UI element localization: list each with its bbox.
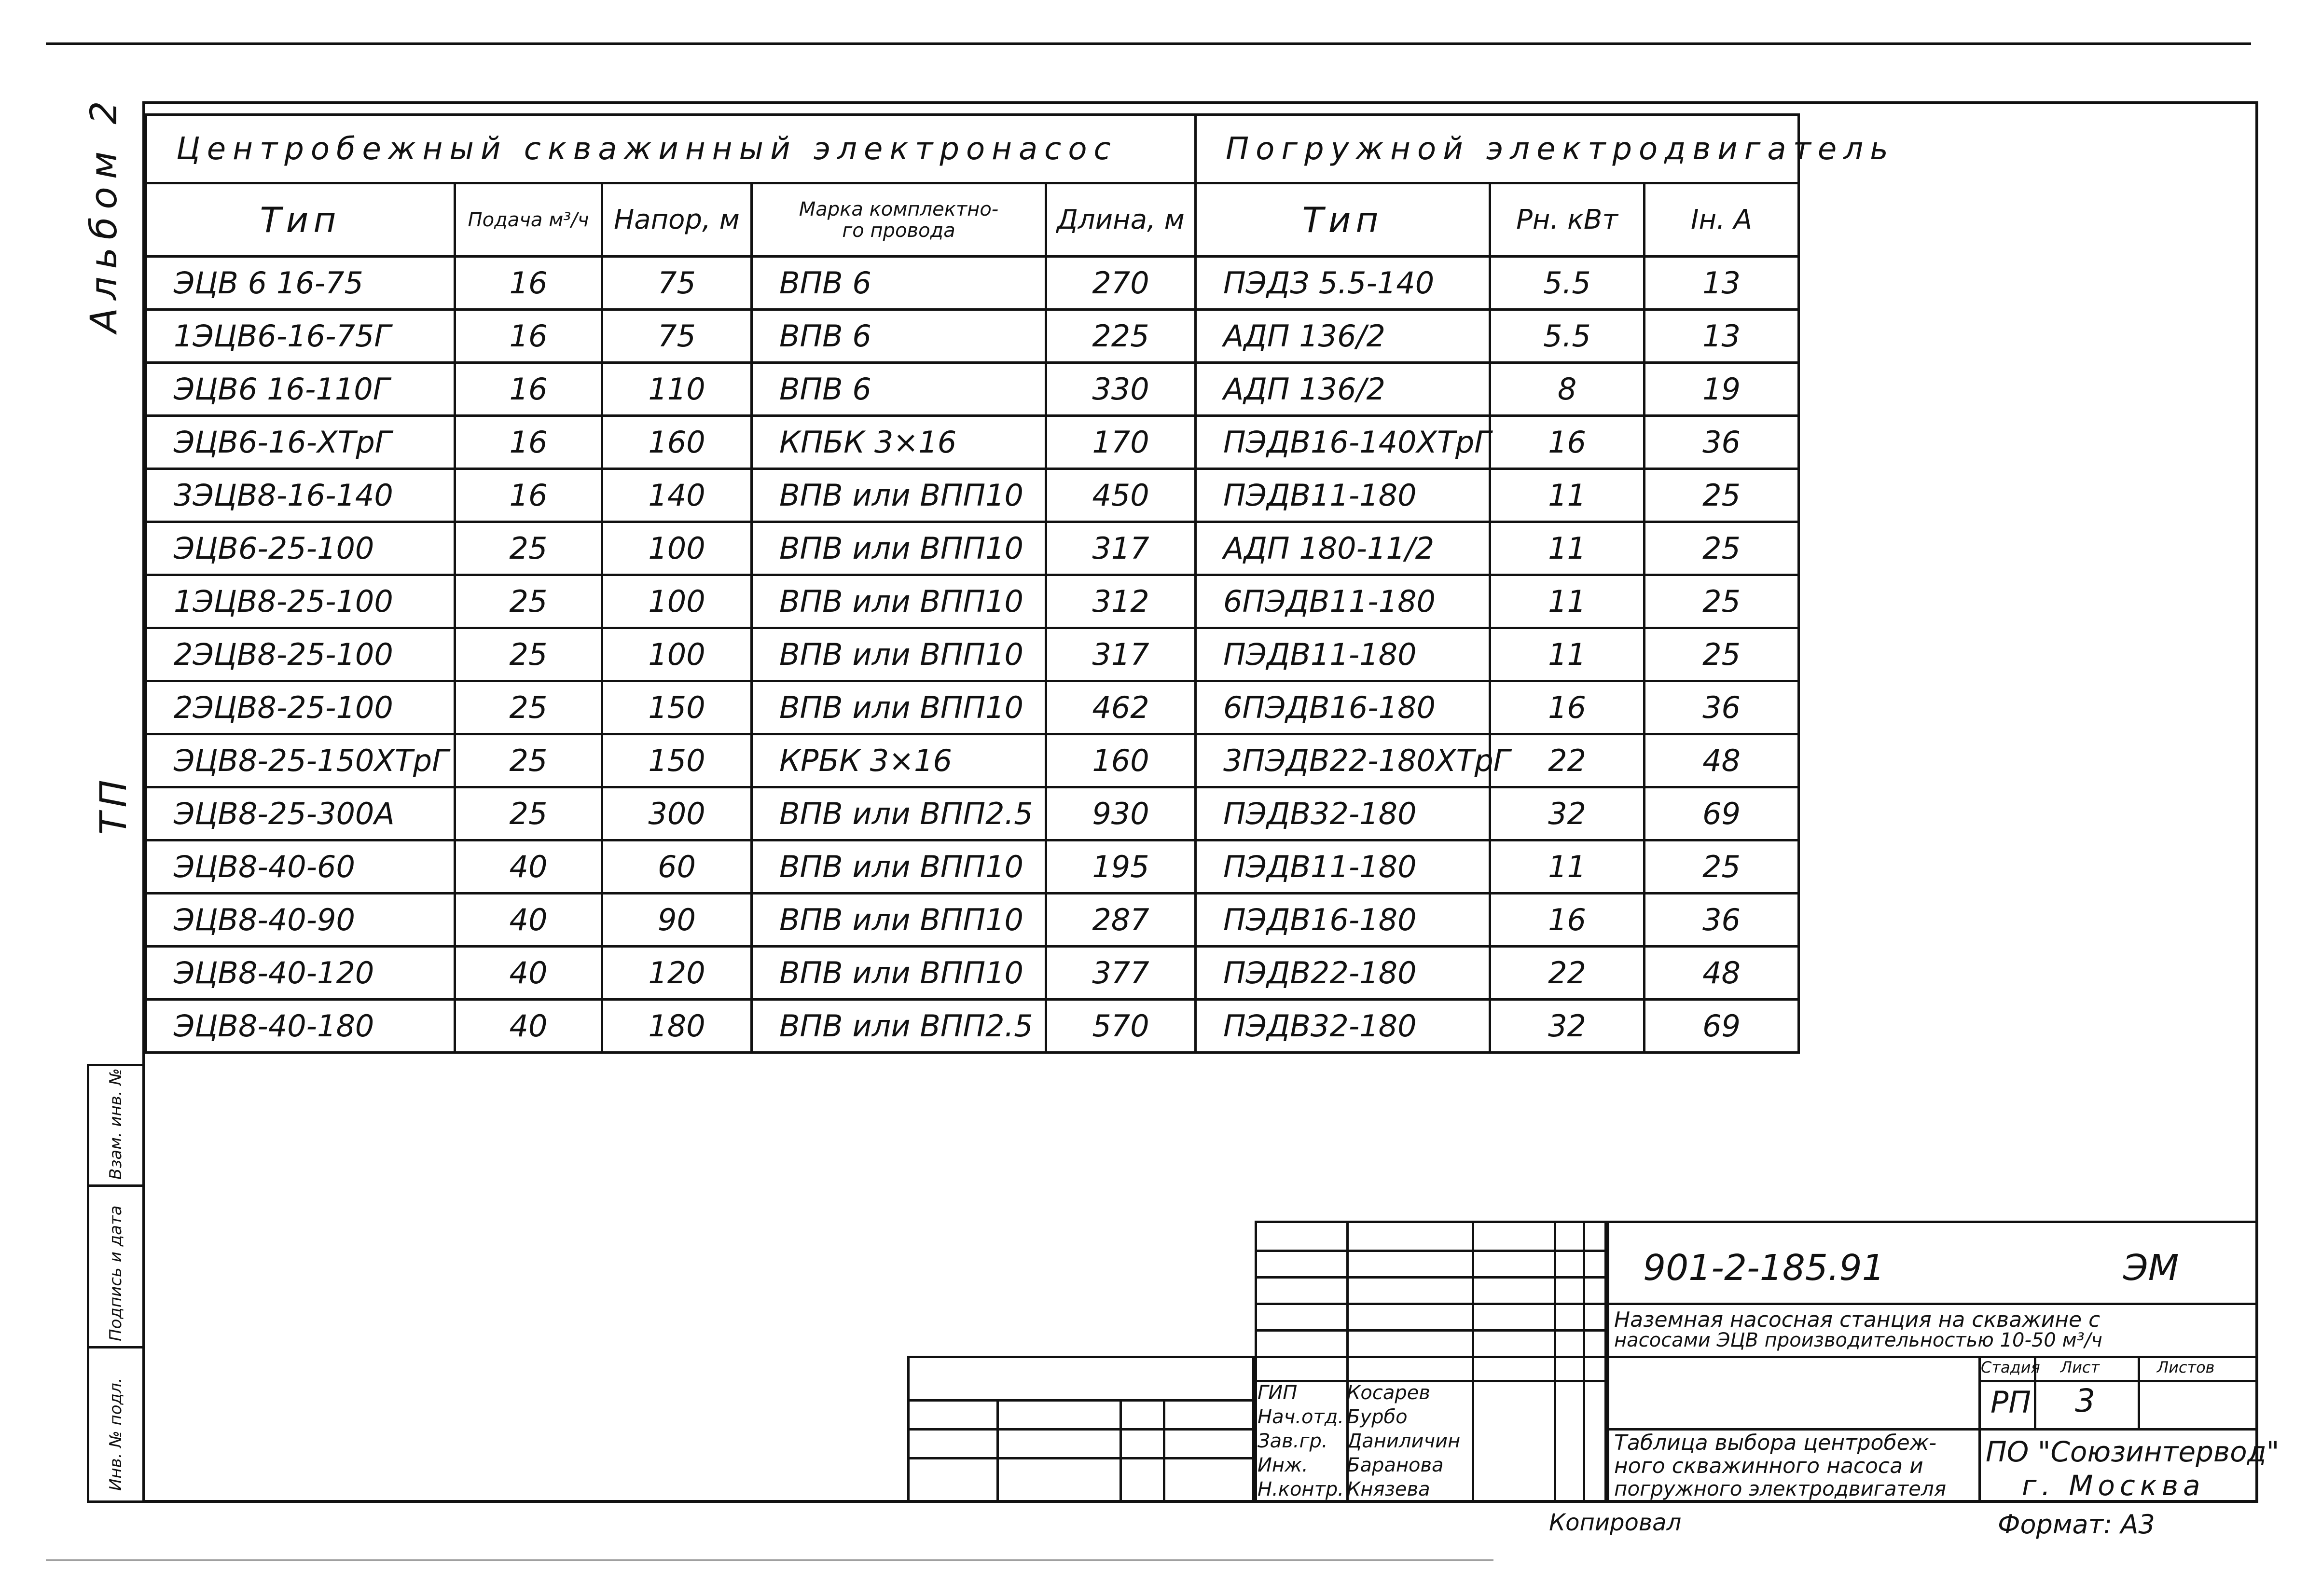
cell-power: 11: [1490, 575, 1645, 628]
table-row: [146, 522, 1799, 575]
signature-name: Бурбо: [1347, 1406, 1408, 1428]
cell-pump-type: ЭЦВ8-40-90: [146, 894, 455, 947]
cell-current: 25: [1645, 469, 1799, 522]
cell-head: 150: [602, 734, 752, 787]
cell-current: 36: [1645, 894, 1799, 947]
cell-cable: ВПВ или ВПП10: [752, 894, 1046, 947]
organization-city: г. Москва: [2022, 1469, 2205, 1502]
cell-motor-type: 6ПЭДВ16-180: [1196, 681, 1490, 734]
cell-length: 317: [1046, 522, 1196, 575]
cell-pump-type: 3ЭЦВ8-16-140: [146, 469, 455, 522]
cell-cable: КРБК 3×16: [752, 734, 1046, 787]
signature-table: [1257, 1381, 1604, 1501]
table-row: [146, 469, 1799, 522]
cell-cable: ВПВ или ВПП10: [752, 575, 1046, 628]
table-row: [146, 894, 1799, 947]
cell-flow: 25: [455, 575, 602, 628]
cell-length: 570: [1046, 1000, 1196, 1053]
cell-flow: 25: [455, 787, 602, 840]
cell-pump-type: ЭЦВ6-16-ХТрГ: [146, 416, 455, 469]
cell-pump-type: ЭЦВ8-40-180: [146, 1000, 455, 1053]
signature-row: [1257, 1405, 1604, 1429]
project-name-line2: насосами ЭЦВ производительностью 10-50 м³/ч: [1614, 1329, 2102, 1351]
cell-current: 36: [1645, 416, 1799, 469]
cell-length: 450: [1046, 469, 1196, 522]
cell-power: 11: [1490, 469, 1645, 522]
signature-name: Баранова: [1347, 1454, 1444, 1476]
cell-pump-type: ЭЦВ8-25-150ХТрГ: [146, 734, 455, 787]
cell-power: 22: [1490, 734, 1645, 787]
cell-head: 100: [602, 522, 752, 575]
cell-pump-type: 1ЭЦВ6-16-75Г: [146, 310, 455, 363]
cell-flow: 40: [455, 894, 602, 947]
cell-pump-type: 2ЭЦВ8-25-100: [146, 628, 455, 681]
cell-current: 25: [1645, 840, 1799, 894]
signature-name: Косарев: [1347, 1382, 1430, 1404]
cell-cable: ВПВ или ВПП10: [752, 469, 1046, 522]
cell-head: 75: [602, 257, 752, 310]
cell-pump-type: ЭЦВ 6 16-75: [146, 257, 455, 310]
header-cable-line1: Марка комплектно-: [799, 198, 999, 220]
cell-motor-type: ПЭДВ32-180: [1196, 1000, 1490, 1053]
cell-motor-type: ПЭДЗ 5.5-140: [1196, 257, 1490, 310]
table-row: [146, 257, 1799, 310]
drawing-code: 901-2-185.91: [1643, 1247, 1885, 1289]
drawing-title-line3: погружного электродвигателя: [1614, 1477, 1947, 1500]
top-border-line: [46, 42, 2251, 45]
cell-flow: 16: [455, 469, 602, 522]
table-row: [146, 628, 1799, 681]
cell-head: 150: [602, 681, 752, 734]
cell-head: 160: [602, 416, 752, 469]
cell-head: 120: [602, 947, 752, 1000]
header-motor-type: Тип: [1196, 183, 1490, 257]
cell-motor-type: ПЭДВ11-180: [1196, 840, 1490, 894]
cell-current: 48: [1645, 734, 1799, 787]
signature-role: Инж.: [1258, 1454, 1308, 1476]
cell-length: 270: [1046, 257, 1196, 310]
drawing-title-line1: Таблица выбора центробеж-: [1614, 1431, 1937, 1455]
cell-power: 5.5: [1490, 310, 1645, 363]
cell-length: 330: [1046, 363, 1196, 416]
cell-cable: ВПВ или ВПП2.5: [752, 1000, 1046, 1053]
cell-cable: КПБК 3×16: [752, 416, 1046, 469]
format-label: Формат: А3: [1998, 1509, 2155, 1540]
cell-head: 90: [602, 894, 752, 947]
cell-cable: ВПВ или ВПП10: [752, 628, 1046, 681]
copied-by-label: Копировал: [1549, 1509, 1682, 1536]
cell-head: 75: [602, 310, 752, 363]
cell-power: 16: [1490, 416, 1645, 469]
organization-name: ПО "Союзинтервод": [1986, 1435, 2280, 1468]
cell-cable: ВПВ или ВПП10: [752, 522, 1046, 575]
stage-label: Стадия: [1981, 1358, 2040, 1376]
signature-role: Н.контр.: [1258, 1478, 1344, 1500]
table-row: [146, 575, 1799, 628]
cell-length: 462: [1046, 681, 1196, 734]
header-pump-type: Тип: [146, 183, 455, 257]
cell-motor-type: ПЭДВ16-140ХТрГ: [1196, 416, 1490, 469]
header-head: Напор, м: [602, 183, 752, 257]
cell-current: 69: [1645, 1000, 1799, 1053]
table-row: [146, 734, 1799, 787]
cell-motor-type: 6ПЭДВ11-180: [1196, 575, 1490, 628]
cell-motor-type: АДП 136/2: [1196, 310, 1490, 363]
cell-flow: 25: [455, 522, 602, 575]
cell-cable: ВПВ 6: [752, 310, 1046, 363]
cell-current: 13: [1645, 257, 1799, 310]
header-cable-line2: го провода: [842, 219, 955, 242]
cell-pump-type: 2ЭЦВ8-25-100: [146, 681, 455, 734]
header-power: Рн. кВт: [1490, 183, 1645, 257]
stub-label-inv: Инв. № подл.: [106, 1377, 125, 1491]
table-row: [146, 1000, 1799, 1053]
cell-flow: 40: [455, 840, 602, 894]
cell-power: 32: [1490, 787, 1645, 840]
cell-power: 11: [1490, 840, 1645, 894]
cell-head: 100: [602, 628, 752, 681]
cell-current: 48: [1645, 947, 1799, 1000]
project-name-line1: Наземная насосная станция на скважине с: [1614, 1307, 2101, 1332]
signature-row: [1257, 1453, 1604, 1477]
cell-length: 312: [1046, 575, 1196, 628]
cell-flow: 16: [455, 310, 602, 363]
signature-role: Зав.гр.: [1258, 1430, 1328, 1452]
cell-pump-type: ЭЦВ8-40-120: [146, 947, 455, 1000]
cell-power: 22: [1490, 947, 1645, 1000]
section-code: ЭМ: [2123, 1247, 2179, 1289]
cell-length: 195: [1046, 840, 1196, 894]
cell-head: 60: [602, 840, 752, 894]
cell-length: 170: [1046, 416, 1196, 469]
cell-pump-type: 1ЭЦВ8-25-100: [146, 575, 455, 628]
cell-motor-type: АДП 180-11/2: [1196, 522, 1490, 575]
cell-head: 140: [602, 469, 752, 522]
table-row: [146, 947, 1799, 1000]
cell-length: 377: [1046, 947, 1196, 1000]
table-row: [146, 363, 1799, 416]
cell-power: 5.5: [1490, 257, 1645, 310]
signature-row: [1257, 1381, 1604, 1405]
cell-current: 25: [1645, 522, 1799, 575]
cell-current: 13: [1645, 310, 1799, 363]
cell-pump-type: ЭЦВ6 16-110Г: [146, 363, 455, 416]
cell-head: 110: [602, 363, 752, 416]
table-row: [146, 310, 1799, 363]
cell-pump-type: ЭЦВ6-25-100: [146, 522, 455, 575]
cell-flow: 25: [455, 628, 602, 681]
cell-flow: 16: [455, 416, 602, 469]
drawing-title-line2: ного скважинного насоса и: [1614, 1454, 1923, 1478]
cell-cable: ВПВ или ВПП2.5: [752, 787, 1046, 840]
cell-flow: 16: [455, 363, 602, 416]
cell-cable: ВПВ 6: [752, 363, 1046, 416]
header-length: Длина, м: [1046, 183, 1196, 257]
table-row: [146, 787, 1799, 840]
signature-role: ГИП: [1258, 1382, 1298, 1404]
sheets-label: Листов: [2157, 1358, 2215, 1376]
album-label: Альбом 2: [82, 93, 125, 333]
margin-stub: [87, 1064, 145, 1503]
cell-pump-type: ЭЦВ8-40-60: [146, 840, 455, 894]
cell-flow: 25: [455, 681, 602, 734]
table-row: [146, 681, 1799, 734]
signature-role: Нач.отд.: [1258, 1406, 1344, 1428]
cell-motor-type: ПЭДВ22-180: [1196, 947, 1490, 1000]
cell-power: 32: [1490, 1000, 1645, 1053]
header-current: Ін. А: [1645, 183, 1799, 257]
cell-motor-type: ПЭДВ16-180: [1196, 894, 1490, 947]
cell-power: 16: [1490, 894, 1645, 947]
cell-current: 69: [1645, 787, 1799, 840]
cell-flow: 25: [455, 734, 602, 787]
cell-motor-type: АДП 136/2: [1196, 363, 1490, 416]
cell-power: 16: [1490, 681, 1645, 734]
sheet-label: Лист: [2060, 1358, 2100, 1376]
signature-row: [1257, 1477, 1604, 1501]
cell-current: 25: [1645, 575, 1799, 628]
cell-flow: 40: [455, 1000, 602, 1053]
cell-power: 8: [1490, 363, 1645, 416]
header-flow: Подача м³/ч: [455, 183, 602, 257]
stage-value: РП: [1990, 1385, 2032, 1420]
stub-label-sign: Подпись и дата: [106, 1205, 125, 1341]
sheet-value: 3: [2075, 1382, 2095, 1419]
cell-motor-type: ПЭДВ11-180: [1196, 628, 1490, 681]
cell-power: 11: [1490, 628, 1645, 681]
signature-name: Даниличин: [1347, 1430, 1461, 1452]
cell-length: 225: [1046, 310, 1196, 363]
cell-cable: ВПВ или ВПП10: [752, 840, 1046, 894]
cell-pump-type: ЭЦВ8-25-300А: [146, 787, 455, 840]
cell-current: 36: [1645, 681, 1799, 734]
cell-flow: 40: [455, 947, 602, 1000]
signature-name: Князева: [1347, 1478, 1430, 1500]
pump-selection-table: [145, 113, 1895, 1054]
bottom-border-line: [46, 1559, 1493, 1561]
stub-label-replace: Взам. инв. №: [106, 1068, 125, 1180]
cell-cable: ВПВ или ВПП10: [752, 681, 1046, 734]
cell-motor-type: ПЭДВ32-180: [1196, 787, 1490, 840]
cell-length: 160: [1046, 734, 1196, 787]
tp-label: ТП: [92, 775, 135, 835]
cell-motor-type: 3ПЭДВ22-180ХТрГ: [1196, 734, 1490, 787]
cell-cable: ВПВ 6: [752, 257, 1046, 310]
group-header-pump: Центробежный скважинный электронасос: [146, 115, 1196, 183]
cell-cable: ВПВ или ВПП10: [752, 947, 1046, 1000]
cell-current: 19: [1645, 363, 1799, 416]
cell-current: 25: [1645, 628, 1799, 681]
table-row: [146, 840, 1799, 894]
cell-power: 11: [1490, 522, 1645, 575]
cell-length: 317: [1046, 628, 1196, 681]
cell-length: 287: [1046, 894, 1196, 947]
cell-head: 100: [602, 575, 752, 628]
cell-motor-type: ПЭДВ11-180: [1196, 469, 1490, 522]
signature-row: [1257, 1429, 1604, 1453]
cell-head: 300: [602, 787, 752, 840]
table-row: [146, 416, 1799, 469]
header-cable: [752, 183, 1046, 257]
group-header-motor: Погружной электродвигатель: [1196, 115, 1799, 183]
cell-length: 930: [1046, 787, 1196, 840]
cell-head: 180: [602, 1000, 752, 1053]
cell-flow: 16: [455, 257, 602, 310]
